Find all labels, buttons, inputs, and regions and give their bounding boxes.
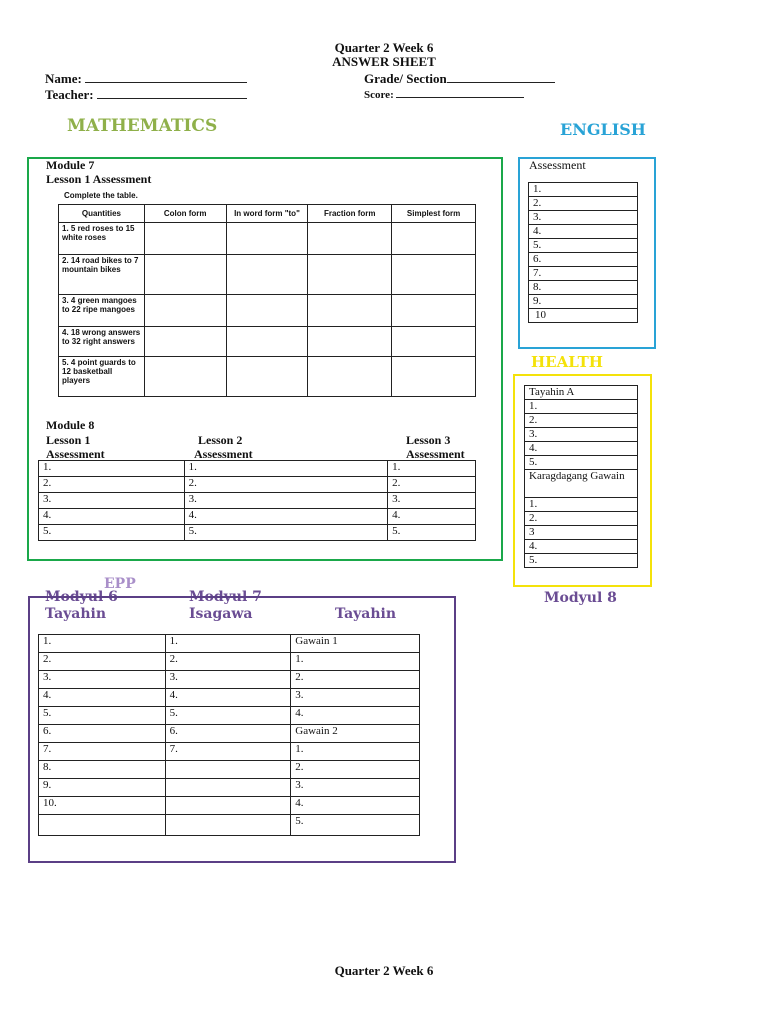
answer-cell[interactable]: 9. [39,779,166,797]
col-quantities: Quantities [59,205,145,223]
answer-cell[interactable]: 1. [184,461,388,477]
answer-cell[interactable]: 5. [39,525,185,541]
answer-cell[interactable]: 7. [165,743,291,761]
answer-cell[interactable]: 1. [165,635,291,653]
table-row [529,211,638,225]
answer-cell[interactable]: 1. [529,183,638,197]
quantity-cell: 3. 4 green mangoes to 22 ripe mangoes [59,295,145,327]
table-row [529,183,638,197]
answer-cell[interactable]: 3. [291,779,420,797]
karagdagang-label: Karagdagang Gawain [525,470,638,498]
answer-cell[interactable] [144,223,226,255]
answer-cell[interactable]: 3. [165,671,291,689]
m8-lesson1 [46,433,105,461]
answer-cell[interactable]: 3. [39,493,185,509]
footer-text: Quarter 2 Week 6 [334,963,434,978]
answer-cell[interactable]: 6. [165,725,291,743]
answer-cell[interactable]: 3. [39,671,166,689]
answer-cell[interactable]: 5. [39,707,166,725]
table-row [59,255,476,295]
table-row [529,267,638,281]
answer-cell[interactable]: 2. [529,197,638,211]
answer-cell[interactable] [308,357,392,397]
answer-cell[interactable]: 4. [184,509,388,525]
module8-label: Module 8 [46,418,95,432]
ratio-table [58,204,476,397]
modyul8-label: Modyul 8 [544,590,617,606]
answer-cell[interactable]: 2. [291,671,420,689]
answer-cell[interactable] [226,357,308,397]
table-row [525,540,638,554]
answer-cell[interactable]: 7. [39,743,166,761]
answer-cell[interactable] [392,295,476,327]
table-row [39,493,476,509]
instruction-text: Complete the table. [64,191,138,200]
answer-cell[interactable]: 4. [525,540,638,554]
table-row [39,461,476,477]
table-row [39,761,420,779]
page-title: Quarter 2 Week 6 [334,40,434,55]
answer-cell[interactable]: 1. [39,635,166,653]
name-blank[interactable] [85,71,247,83]
answer-cell[interactable]: 2. [291,761,420,779]
answer-cell[interactable] [392,357,476,397]
table-row [529,281,638,295]
table-row [525,512,638,526]
answer-cell[interactable] [39,815,166,836]
m8-lesson1-title: Lesson 1 [46,433,91,447]
answer-cell[interactable]: 5. [291,815,420,836]
grade-blank[interactable] [447,71,555,83]
answer-cell[interactable]: 3. [525,428,638,442]
answer-cell[interactable] [392,327,476,357]
answer-cell[interactable] [226,295,308,327]
table-row [525,414,638,428]
answer-cell[interactable]: 4. [39,689,166,707]
answer-cell[interactable] [165,779,291,797]
lesson1-label: Lesson 1 Assessment [46,172,152,186]
answer-cell[interactable] [226,327,308,357]
page-subtitle: ANSWER SHEET [332,54,436,69]
quantity-cell: 2. 14 road bikes to 7 mountain bikes [59,255,145,295]
answer-cell[interactable] [308,223,392,255]
name-field[interactable] [45,71,247,87]
answer-cell[interactable] [308,255,392,295]
english-table [528,182,638,323]
answer-cell[interactable]: 8. [529,281,638,295]
answer-cell[interactable]: 4. [291,707,420,725]
table-row [529,295,638,309]
table-row [525,526,638,540]
table-row [525,554,638,568]
answer-cell[interactable]: 3. [291,689,420,707]
answer-cell[interactable]: 6. [39,725,166,743]
answer-cell[interactable] [165,797,291,815]
table-row [39,671,420,689]
col-simplest-form: Simplest form [392,205,476,223]
answer-cell[interactable]: 7. [529,267,638,281]
answer-cell[interactable] [226,255,308,295]
table-row [39,815,420,836]
table-row [59,357,476,397]
answer-cell[interactable] [144,357,226,397]
m8-lesson3 [406,433,465,461]
answer-cell[interactable]: 10. [39,797,166,815]
isagawa-label: Isagawa [189,606,253,622]
m8-lesson3-title: Lesson 3 [406,433,451,447]
answer-cell[interactable]: 4. [525,442,638,456]
answer-cell[interactable]: 2. [39,653,166,671]
score-blank[interactable] [396,88,524,98]
answer-cell[interactable]: 4. [388,509,476,525]
answer-cell[interactable] [144,295,226,327]
answer-cell[interactable]: 1. [525,400,638,414]
answer-cell[interactable] [226,223,308,255]
answer-cell[interactable] [144,255,226,295]
answer-cell[interactable]: 5. [525,554,638,568]
answer-cell[interactable]: 8. [39,761,166,779]
table-row [525,442,638,456]
answer-cell[interactable]: 5. [525,456,638,470]
table-row [525,428,638,442]
tayahin-label-2: Tayahin [335,606,397,622]
table-row [39,689,420,707]
teacher-field[interactable] [45,87,247,103]
answer-cell[interactable] [392,255,476,295]
table-row [39,653,420,671]
table-row [39,725,420,743]
teacher-label: Teacher: [45,87,94,102]
table-row [59,223,476,255]
answer-cell[interactable]: 9. [529,295,638,309]
table-row [529,239,638,253]
answer-cell[interactable]: 4. [39,509,185,525]
answer-cell[interactable]: 2. [184,477,388,493]
answer-cell[interactable] [165,815,291,836]
col-fraction-form: Fraction form [308,205,392,223]
table-row [59,327,476,357]
answer-cell[interactable]: 2. [525,512,638,526]
table-row [39,797,420,815]
table-row [529,225,638,239]
answer-cell[interactable]: 3. [388,493,476,509]
teacher-blank[interactable] [97,87,247,99]
english-heading: ENGLISH [560,120,646,139]
epp-table [38,634,420,836]
col-word-form: In word form "to" [226,205,308,223]
answer-cell[interactable]: 5. [388,525,476,541]
answer-cell[interactable]: 2. [525,414,638,428]
answer-cell[interactable] [144,327,226,357]
answer-cell[interactable]: 3. [184,493,388,509]
table-row [525,456,638,470]
table-row [525,400,638,414]
table-row [529,197,638,211]
name-label: Name: [45,71,82,86]
table-row [529,253,638,267]
answer-cell[interactable] [308,295,392,327]
answer-cell[interactable] [308,327,392,357]
answer-cell[interactable]: 2. [165,653,291,671]
answer-cell[interactable]: 1. [291,743,420,761]
math-heading: MATHEMATICS [67,116,218,136]
health-heading: HEALTH [531,353,603,371]
m8-lesson2-assessment: Assessment [194,447,253,461]
module8-table [38,460,476,541]
table-row [39,477,476,493]
table-row [59,295,476,327]
answer-cell[interactable]: 1. [388,461,476,477]
gawain-cell[interactable]: Gawain 2 [291,725,420,743]
quantity-cell: 4. 18 wrong answers to 32 right answers [59,327,145,357]
answer-cell[interactable]: 1. [525,498,638,512]
answer-cell[interactable]: 1. [39,461,185,477]
answer-cell[interactable] [165,761,291,779]
modyul6-label: Modyul 6 [45,589,118,605]
module7-label: Module 7 [46,158,95,172]
english-assessment-label: Assessment [529,158,586,172]
answer-cell[interactable]: 10 [529,309,638,323]
table-row [525,498,638,512]
table-row [39,779,420,797]
tayahin-a-label: Tayahin A [525,386,638,400]
answer-cell[interactable]: 3 [525,526,638,540]
answer-cell[interactable]: 5. [184,525,388,541]
score-field[interactable] [364,88,524,101]
modyul7-label: Modyul 7 [189,589,262,605]
score-label: Score: [364,89,394,101]
epp-heading: EPP [104,576,136,592]
answer-cell[interactable]: 3. [529,211,638,225]
table-row [39,525,476,541]
answer-cell[interactable]: 1. [291,653,420,671]
answer-cell[interactable] [392,223,476,255]
table-row [39,509,476,525]
quantity-cell: 5. 4 point guards to 12 basketball players [59,357,145,397]
m8-lesson1-assessment: Assessment [46,447,105,461]
m8-lesson2 [194,433,253,461]
answer-cell[interactable]: 4. [529,225,638,239]
table-row [39,635,420,653]
m8-lesson3-assessment: Assessment [406,447,465,461]
answer-cell[interactable]: 2. [39,477,185,493]
answer-cell[interactable]: 5. [165,707,291,725]
table-row [39,707,420,725]
table-row [39,743,420,761]
answer-cell[interactable]: 5. [529,239,638,253]
m8-lesson2-title: Lesson 2 [198,433,243,447]
answer-cell[interactable]: 2. [388,477,476,493]
answer-cell[interactable]: 4. [291,797,420,815]
col-colon-form: Colon form [144,205,226,223]
tayahin-label-1: Tayahin [45,606,107,622]
table-row [529,309,638,323]
gawain-cell[interactable]: Gawain 1 [291,635,420,653]
answer-cell[interactable]: 6. [529,253,638,267]
grade-field[interactable] [364,71,555,87]
quantity-cell: 1. 5 red roses to 15 white roses [59,223,145,255]
grade-label: Grade/ Section [364,71,447,86]
answer-cell[interactable]: 4. [165,689,291,707]
health-table [524,385,638,568]
